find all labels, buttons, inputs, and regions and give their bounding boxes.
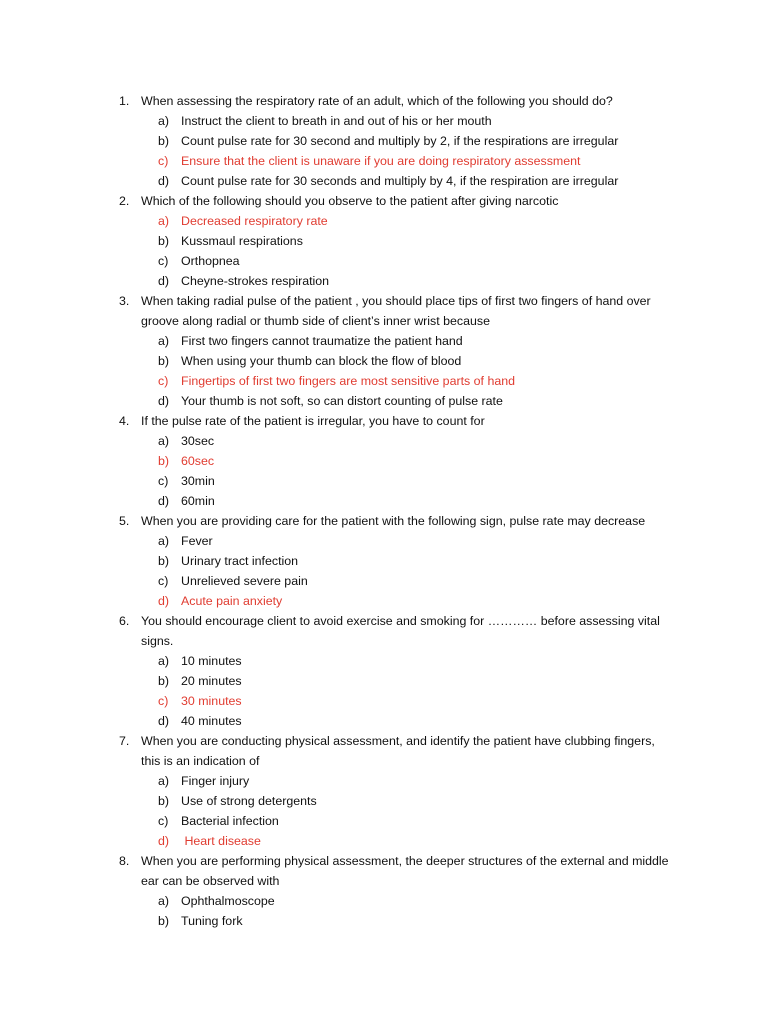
option-letter: d) — [158, 494, 170, 508]
question-number: 5. — [119, 514, 130, 528]
option-text: 10 minutes — [181, 654, 242, 668]
answer-option — [0, 431, 768, 451]
option-text: Heart disease — [181, 834, 261, 848]
question — [0, 511, 768, 531]
option-letter: a) — [158, 894, 170, 908]
option-text: 30 minutes — [181, 694, 242, 708]
option-letter: c) — [158, 154, 169, 168]
answer-option — [0, 231, 768, 251]
question — [0, 851, 768, 891]
question-text: When you are providing care for the patient with the following sign, pulse rate may decrease — [141, 514, 646, 528]
option-text: When using your thumb can block the flow of blood — [181, 354, 462, 368]
option-text: Ophthalmoscope — [181, 894, 275, 908]
option-letter: d) — [158, 594, 170, 608]
option-letter: d) — [158, 714, 170, 728]
option-letter: b) — [158, 674, 170, 688]
option-text: Fever — [181, 534, 213, 548]
option-text: Decreased respiratory rate — [181, 214, 328, 228]
answer-option — [0, 771, 768, 791]
option-text: Use of strong detergents — [181, 794, 317, 808]
question-number: 6. — [119, 614, 130, 628]
option-letter: b) — [158, 454, 170, 468]
question — [0, 731, 768, 771]
answer-option — [0, 911, 768, 931]
question-text: When taking radial pulse of the patient , you should place tips of first two fingers of hand over groove along radial or thumb side of client’s inner wrist because — [141, 294, 651, 328]
answer-option — [0, 131, 768, 151]
question-number: 3. — [119, 294, 130, 308]
question-text: When you are conducting physical assessment, and identify the patient have clubbing fingers, this is an indication of — [141, 734, 655, 768]
question — [0, 91, 768, 111]
option-text: Instruct the client to breath in and out of his or her mouth — [181, 114, 492, 128]
option-letter: c) — [158, 474, 169, 488]
question-number: 4. — [119, 414, 130, 428]
question — [0, 611, 768, 651]
option-letter: b) — [158, 134, 170, 148]
option-text: 60sec — [181, 454, 215, 468]
answer-option — [0, 491, 768, 511]
option-text: Fingertips of first two fingers are most sensitive parts of hand — [181, 374, 516, 388]
option-letter: a) — [158, 214, 170, 228]
option-letter: b) — [158, 794, 170, 808]
option-text: Cheyne-strokes respiration — [181, 274, 330, 288]
option-letter: c) — [158, 814, 169, 828]
answer-option-correct — [0, 371, 768, 391]
question-text: You should encourage client to avoid exercise and smoking for ………… before assessing vital signs. — [141, 614, 660, 648]
option-letter: a) — [158, 654, 170, 668]
answer-option — [0, 891, 768, 911]
option-letter: b) — [158, 554, 170, 568]
question — [0, 411, 768, 431]
question-text: Which of the following should you observe to the patient after giving narcotic — [141, 194, 559, 208]
question-text: If the pulse rate of the patient is irregular, you have to count for — [141, 414, 485, 428]
answer-option — [0, 171, 768, 191]
answer-option — [0, 251, 768, 271]
answer-option-correct — [0, 211, 768, 231]
option-text: Count pulse rate for 30 second and multiply by 2, if the respirations are irregular — [181, 134, 619, 148]
answer-option — [0, 111, 768, 131]
option-text: 60min — [181, 494, 215, 508]
answer-option — [0, 791, 768, 811]
answer-option-correct — [0, 691, 768, 711]
option-letter: c) — [158, 694, 169, 708]
answer-option — [0, 331, 768, 351]
question-number: 8. — [119, 854, 130, 868]
option-letter: b) — [158, 234, 170, 248]
answer-option-correct — [0, 831, 768, 851]
option-letter: a) — [158, 334, 170, 348]
answer-option — [0, 571, 768, 591]
option-text: Unrelieved severe pain — [181, 574, 308, 588]
option-letter: c) — [158, 374, 169, 388]
answer-option-correct — [0, 151, 768, 171]
question-text: When you are performing physical assessment, the deeper structures of the external and middle ear can be observed with — [141, 854, 669, 888]
option-letter: b) — [158, 354, 170, 368]
answer-option — [0, 671, 768, 691]
question — [0, 191, 768, 211]
option-text: Acute pain anxiety — [181, 594, 283, 608]
question-number: 2. — [119, 194, 130, 208]
question-number: 1. — [119, 94, 130, 108]
answer-option-correct — [0, 591, 768, 611]
option-letter: a) — [158, 434, 170, 448]
option-letter: c) — [158, 254, 169, 268]
answer-option-correct — [0, 451, 768, 471]
option-letter: d) — [158, 274, 170, 288]
answer-option — [0, 711, 768, 731]
option-text: Bacterial infection — [181, 814, 279, 828]
option-text: First two fingers cannot traumatize the patient hand — [181, 334, 463, 348]
option-text: 20 minutes — [181, 674, 242, 688]
answer-option — [0, 471, 768, 491]
option-text: Orthopnea — [181, 254, 240, 268]
answer-option — [0, 271, 768, 291]
option-text: 30sec — [181, 434, 215, 448]
option-letter: c) — [158, 574, 169, 588]
question-number: 7. — [119, 734, 130, 748]
option-letter: b) — [158, 914, 170, 928]
option-letter: d) — [158, 174, 170, 188]
option-text: Finger injury — [181, 774, 250, 788]
question-text: When assessing the respiratory rate of an adult, which of the following you should do? — [141, 94, 613, 108]
option-text: Kussmaul respirations — [181, 234, 303, 248]
question — [0, 291, 768, 331]
answer-option — [0, 531, 768, 551]
answer-option — [0, 351, 768, 371]
answer-option — [0, 551, 768, 571]
option-text: Tuning fork — [181, 914, 243, 928]
option-letter: a) — [158, 534, 170, 548]
option-text: 40 minutes — [181, 714, 242, 728]
option-text: Count pulse rate for 30 seconds and multiply by 4, if the respiration are irregular — [181, 174, 619, 188]
option-letter: a) — [158, 774, 170, 788]
option-letter: a) — [158, 114, 170, 128]
option-text: 30min — [181, 474, 215, 488]
answer-option — [0, 391, 768, 411]
option-text: Urinary tract infection — [181, 554, 299, 568]
option-text: Your thumb is not soft, so can distort counting of pulse rate — [181, 394, 503, 408]
option-letter: d) — [158, 394, 170, 408]
question-list — [0, 91, 768, 931]
option-letter: d) — [158, 834, 170, 848]
option-text: Ensure that the client is unaware if you are doing respiratory assessment — [181, 154, 581, 168]
answer-option — [0, 811, 768, 831]
answer-option — [0, 651, 768, 671]
